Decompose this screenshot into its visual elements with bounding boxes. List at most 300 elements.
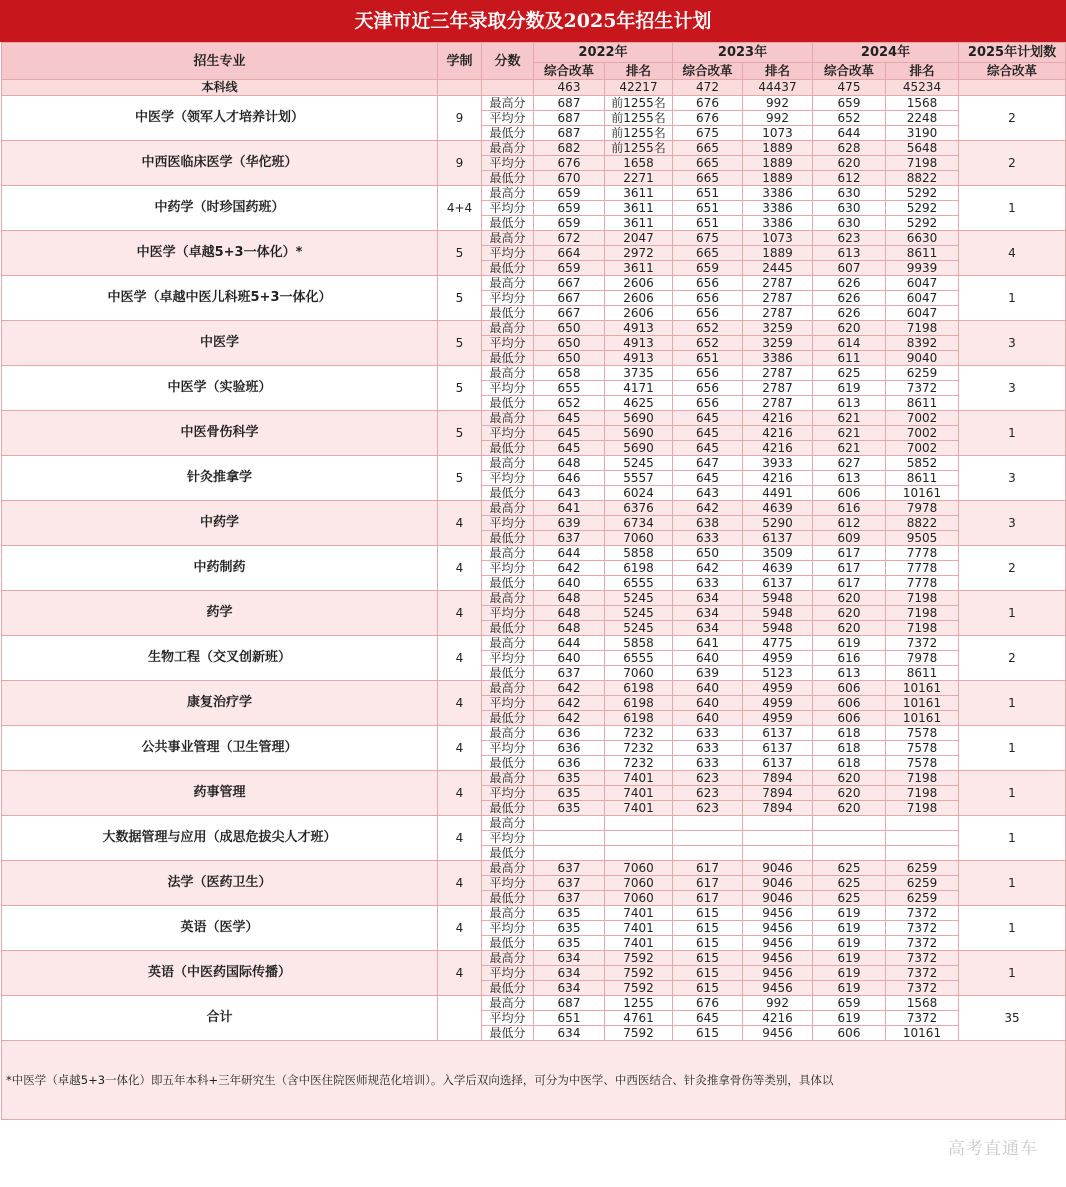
header-year-2023: 2023年 bbox=[673, 43, 813, 63]
cell-r2023: 4959 bbox=[743, 681, 813, 696]
cell-r2024: 6259 bbox=[886, 366, 959, 381]
cell-r2022: 6555 bbox=[605, 576, 673, 591]
major-name: 中医学（领军人才培养计划） bbox=[2, 96, 438, 141]
cell-r2022: 2606 bbox=[605, 276, 673, 291]
cell-s2023: 623 bbox=[673, 786, 743, 801]
table-row bbox=[2, 96, 1066, 111]
cell-s2024: 630 bbox=[813, 201, 886, 216]
cell-r2023: 4639 bbox=[743, 561, 813, 576]
cell-r2023: 4959 bbox=[743, 651, 813, 666]
cell-r2024: 8611 bbox=[886, 246, 959, 261]
cell-s2024: 620 bbox=[813, 621, 886, 636]
score-type-label: 最低分 bbox=[482, 261, 534, 276]
cell-s2024: 617 bbox=[813, 561, 886, 576]
plan-2025: 1 bbox=[959, 861, 1066, 906]
cell-s2023: 645 bbox=[673, 471, 743, 486]
cell-s2024: 619 bbox=[813, 951, 886, 966]
plan-2025: 1 bbox=[959, 816, 1066, 861]
cell-r2024 bbox=[886, 831, 959, 846]
baseline-empty bbox=[959, 80, 1066, 96]
score-type-label: 平均分 bbox=[482, 336, 534, 351]
cell-r2022: 7060 bbox=[605, 666, 673, 681]
cell-s2024: 659 bbox=[813, 96, 886, 111]
major-name: 大数据管理与应用（成思危拔尖人才班） bbox=[2, 816, 438, 861]
cell-s2023: 640 bbox=[673, 711, 743, 726]
score-type-label: 平均分 bbox=[482, 741, 534, 756]
header-plan-2025: 2025年计划数 bbox=[959, 43, 1066, 63]
score-type-label: 最低分 bbox=[482, 216, 534, 231]
cell-r2022: 5557 bbox=[605, 471, 673, 486]
cell-s2022: 659 bbox=[534, 216, 605, 231]
score-type-label: 最低分 bbox=[482, 801, 534, 816]
cell-r2022: 4913 bbox=[605, 351, 673, 366]
cell-r2023: 5123 bbox=[743, 666, 813, 681]
cell-r2022: 7060 bbox=[605, 891, 673, 906]
score-type-label: 最低分 bbox=[482, 621, 534, 636]
cell-s2022: 644 bbox=[534, 546, 605, 561]
score-type-label: 最低分 bbox=[482, 396, 534, 411]
header-rank-2022: 排名 bbox=[605, 63, 673, 80]
cell-s2023: 615 bbox=[673, 1026, 743, 1041]
cell-s2023: 623 bbox=[673, 801, 743, 816]
cell-r2022: 5858 bbox=[605, 546, 673, 561]
cell-s2023: 676 bbox=[673, 96, 743, 111]
page-title: 天津市近三年录取分数及2025年招生计划 bbox=[0, 0, 1066, 42]
cell-s2022: 667 bbox=[534, 306, 605, 321]
major-duration: 5 bbox=[438, 231, 482, 276]
cell-s2023: 640 bbox=[673, 681, 743, 696]
score-type-label: 平均分 bbox=[482, 111, 534, 126]
cell-r2023: 3386 bbox=[743, 351, 813, 366]
cell-s2024: 607 bbox=[813, 261, 886, 276]
plan-2025: 1 bbox=[959, 591, 1066, 636]
baseline-rank-2024: 45234 bbox=[886, 80, 959, 96]
cell-s2024: 659 bbox=[813, 996, 886, 1011]
cell-s2023: 633 bbox=[673, 576, 743, 591]
cell-s2022: 645 bbox=[534, 441, 605, 456]
cell-s2022 bbox=[534, 816, 605, 831]
cell-r2022: 5245 bbox=[605, 606, 673, 621]
cell-s2023 bbox=[673, 846, 743, 861]
cell-r2022: 3611 bbox=[605, 186, 673, 201]
cell-s2023: 645 bbox=[673, 426, 743, 441]
cell-s2022: 664 bbox=[534, 246, 605, 261]
score-type-label: 最高分 bbox=[482, 276, 534, 291]
cell-s2022: 635 bbox=[534, 906, 605, 921]
cell-s2022: 634 bbox=[534, 966, 605, 981]
cell-r2023: 4216 bbox=[743, 471, 813, 486]
cell-r2022: 3611 bbox=[605, 261, 673, 276]
cell-r2024: 1568 bbox=[886, 996, 959, 1011]
cell-s2024: 618 bbox=[813, 726, 886, 741]
score-type-label: 平均分 bbox=[482, 606, 534, 621]
score-type-label: 最高分 bbox=[482, 591, 534, 606]
score-type-label: 最低分 bbox=[482, 846, 534, 861]
cell-s2024: 606 bbox=[813, 681, 886, 696]
cell-s2023: 651 bbox=[673, 216, 743, 231]
cell-s2023: 638 bbox=[673, 516, 743, 531]
major-name: 药学 bbox=[2, 591, 438, 636]
table-row bbox=[2, 276, 1066, 291]
cell-s2023: 623 bbox=[673, 771, 743, 786]
cell-r2022: 7592 bbox=[605, 1026, 673, 1041]
cell-s2023: 665 bbox=[673, 156, 743, 171]
cell-s2023: 665 bbox=[673, 246, 743, 261]
cell-r2023: 9046 bbox=[743, 861, 813, 876]
cell-s2022: 659 bbox=[534, 261, 605, 276]
score-type-label: 最低分 bbox=[482, 936, 534, 951]
cell-s2023: 633 bbox=[673, 756, 743, 771]
cell-r2024: 6630 bbox=[886, 231, 959, 246]
cell-s2024: 614 bbox=[813, 336, 886, 351]
major-name: 中医学 bbox=[2, 321, 438, 366]
cell-s2022: 687 bbox=[534, 111, 605, 126]
score-type-label: 平均分 bbox=[482, 471, 534, 486]
cell-r2023: 5948 bbox=[743, 591, 813, 606]
score-type-label: 最高分 bbox=[482, 366, 534, 381]
cell-s2024: 609 bbox=[813, 531, 886, 546]
cell-r2024: 10161 bbox=[886, 711, 959, 726]
cell-r2024: 7198 bbox=[886, 771, 959, 786]
major-name: 针灸推拿学 bbox=[2, 456, 438, 501]
baseline-rank-2022: 42217 bbox=[605, 80, 673, 96]
cell-r2024: 7198 bbox=[886, 606, 959, 621]
major-duration: 9 bbox=[438, 96, 482, 141]
score-type-label: 平均分 bbox=[482, 921, 534, 936]
cell-s2022: 639 bbox=[534, 516, 605, 531]
cell-r2022: 6024 bbox=[605, 486, 673, 501]
score-type-label: 平均分 bbox=[482, 786, 534, 801]
cell-r2023: 1073 bbox=[743, 126, 813, 141]
cell-s2023: 633 bbox=[673, 531, 743, 546]
cell-s2023: 641 bbox=[673, 636, 743, 651]
cell-r2023: 4216 bbox=[743, 1011, 813, 1026]
cell-r2023: 3386 bbox=[743, 201, 813, 216]
cell-s2023: 656 bbox=[673, 381, 743, 396]
cell-s2022: 648 bbox=[534, 591, 605, 606]
cell-s2024 bbox=[813, 831, 886, 846]
score-type-label: 最低分 bbox=[482, 126, 534, 141]
cell-r2023: 3259 bbox=[743, 321, 813, 336]
footnote-row bbox=[2, 1041, 1066, 1120]
baseline-empty bbox=[438, 80, 482, 96]
cell-s2024: 630 bbox=[813, 216, 886, 231]
major-duration bbox=[438, 996, 482, 1041]
cell-s2024: 618 bbox=[813, 756, 886, 771]
cell-r2024: 9040 bbox=[886, 351, 959, 366]
cell-s2022: 642 bbox=[534, 561, 605, 576]
score-type-label: 最高分 bbox=[482, 141, 534, 156]
cell-r2023: 6137 bbox=[743, 741, 813, 756]
score-type-label: 最高分 bbox=[482, 861, 534, 876]
header-year-2022: 2022年 bbox=[534, 43, 673, 63]
cell-r2022: 7401 bbox=[605, 786, 673, 801]
plan-2025: 1 bbox=[959, 186, 1066, 231]
cell-s2022: 637 bbox=[534, 861, 605, 876]
score-type-label: 平均分 bbox=[482, 876, 534, 891]
cell-s2024: 644 bbox=[813, 126, 886, 141]
cell-r2022: 4625 bbox=[605, 396, 673, 411]
cell-r2022: 2606 bbox=[605, 306, 673, 321]
cell-s2024: 620 bbox=[813, 801, 886, 816]
cell-s2022: 645 bbox=[534, 426, 605, 441]
cell-r2024: 7198 bbox=[886, 156, 959, 171]
major-name: 康复治疗学 bbox=[2, 681, 438, 726]
cell-r2024: 1568 bbox=[886, 96, 959, 111]
score-type-label: 最高分 bbox=[482, 321, 534, 336]
major-duration: 4 bbox=[438, 861, 482, 906]
plan-2025: 3 bbox=[959, 366, 1066, 411]
cell-s2024: 620 bbox=[813, 786, 886, 801]
cell-r2022: 前1255名 bbox=[605, 111, 673, 126]
cell-r2023: 9046 bbox=[743, 891, 813, 906]
cell-s2023: 665 bbox=[673, 171, 743, 186]
cell-r2024: 3190 bbox=[886, 126, 959, 141]
cell-r2024: 2248 bbox=[886, 111, 959, 126]
cell-r2022: 7592 bbox=[605, 981, 673, 996]
cell-r2023: 4959 bbox=[743, 696, 813, 711]
cell-s2024: 621 bbox=[813, 411, 886, 426]
cell-s2022: 648 bbox=[534, 456, 605, 471]
cell-r2023: 6137 bbox=[743, 576, 813, 591]
cell-r2024: 5292 bbox=[886, 186, 959, 201]
baseline-row bbox=[2, 80, 1066, 96]
cell-s2023 bbox=[673, 831, 743, 846]
cell-r2024: 7778 bbox=[886, 561, 959, 576]
cell-r2024: 10161 bbox=[886, 1026, 959, 1041]
cell-s2024: 606 bbox=[813, 1026, 886, 1041]
score-type-label: 平均分 bbox=[482, 696, 534, 711]
table-row bbox=[2, 906, 1066, 921]
table-row bbox=[2, 546, 1066, 561]
score-type-label: 最高分 bbox=[482, 951, 534, 966]
plan-2025: 35 bbox=[959, 996, 1066, 1041]
cell-s2022: 687 bbox=[534, 126, 605, 141]
cell-s2023: 656 bbox=[673, 291, 743, 306]
cell-r2024: 6047 bbox=[886, 306, 959, 321]
cell-s2023: 645 bbox=[673, 1011, 743, 1026]
cell-s2023: 656 bbox=[673, 276, 743, 291]
cell-r2022: 前1255名 bbox=[605, 141, 673, 156]
cell-s2022: 642 bbox=[534, 681, 605, 696]
table-row bbox=[2, 141, 1066, 156]
score-type-label: 平均分 bbox=[482, 426, 534, 441]
cell-r2024: 7578 bbox=[886, 726, 959, 741]
cell-s2022: 637 bbox=[534, 891, 605, 906]
header-year-2024: 2024年 bbox=[813, 43, 959, 63]
cell-s2023: 639 bbox=[673, 666, 743, 681]
score-type-label: 最高分 bbox=[482, 96, 534, 111]
cell-s2023: 633 bbox=[673, 741, 743, 756]
cell-s2022: 641 bbox=[534, 501, 605, 516]
score-type-label: 最低分 bbox=[482, 486, 534, 501]
cell-s2023: 615 bbox=[673, 936, 743, 951]
cell-r2024: 7372 bbox=[886, 921, 959, 936]
baseline-empty bbox=[482, 80, 534, 96]
cell-r2023: 6137 bbox=[743, 756, 813, 771]
header-major: 招生专业 bbox=[2, 43, 438, 80]
score-type-label: 最低分 bbox=[482, 351, 534, 366]
cell-s2023 bbox=[673, 816, 743, 831]
cell-r2023: 2445 bbox=[743, 261, 813, 276]
cell-r2024: 7198 bbox=[886, 621, 959, 636]
cell-r2024: 5648 bbox=[886, 141, 959, 156]
cell-s2024: 619 bbox=[813, 981, 886, 996]
cell-r2024: 7002 bbox=[886, 426, 959, 441]
major-name: 中医学（卓越中医儿科班5+3一体化） bbox=[2, 276, 438, 321]
cell-s2022: 634 bbox=[534, 981, 605, 996]
cell-s2022: 659 bbox=[534, 186, 605, 201]
header-comp-2024: 综合改革 bbox=[813, 63, 886, 80]
score-type-label: 最高分 bbox=[482, 186, 534, 201]
cell-s2023: 651 bbox=[673, 201, 743, 216]
cell-s2023: 615 bbox=[673, 921, 743, 936]
cell-s2022: 636 bbox=[534, 756, 605, 771]
cell-s2024: 619 bbox=[813, 936, 886, 951]
cell-r2023: 2787 bbox=[743, 366, 813, 381]
cell-s2022: 655 bbox=[534, 381, 605, 396]
cell-r2024: 5852 bbox=[886, 456, 959, 471]
plan-2025: 3 bbox=[959, 321, 1066, 366]
header-comp-2022: 综合改革 bbox=[534, 63, 605, 80]
cell-r2023: 7894 bbox=[743, 771, 813, 786]
cell-r2022: 4761 bbox=[605, 1011, 673, 1026]
major-name: 中医学（卓越5+3一体化）* bbox=[2, 231, 438, 276]
cell-r2022: 前1255名 bbox=[605, 126, 673, 141]
baseline-score-2024: 475 bbox=[813, 80, 886, 96]
cell-s2023: 647 bbox=[673, 456, 743, 471]
cell-r2024: 8611 bbox=[886, 471, 959, 486]
table-row bbox=[2, 681, 1066, 696]
baseline-score-2023: 472 bbox=[673, 80, 743, 96]
cell-r2024: 8611 bbox=[886, 666, 959, 681]
cell-r2022: 4913 bbox=[605, 321, 673, 336]
cell-s2023: 617 bbox=[673, 891, 743, 906]
cell-r2022: 7232 bbox=[605, 741, 673, 756]
cell-s2023: 651 bbox=[673, 186, 743, 201]
cell-r2023 bbox=[743, 846, 813, 861]
cell-s2022: 644 bbox=[534, 636, 605, 651]
cell-s2023: 652 bbox=[673, 336, 743, 351]
score-type-label: 平均分 bbox=[482, 201, 534, 216]
cell-r2023: 992 bbox=[743, 96, 813, 111]
plan-2025: 1 bbox=[959, 951, 1066, 996]
cell-s2024: 623 bbox=[813, 231, 886, 246]
cell-s2023: 640 bbox=[673, 696, 743, 711]
table-row bbox=[2, 816, 1066, 831]
cell-s2024: 619 bbox=[813, 381, 886, 396]
cell-s2024: 652 bbox=[813, 111, 886, 126]
score-type-label: 最低分 bbox=[482, 576, 534, 591]
plan-2025: 1 bbox=[959, 726, 1066, 771]
cell-s2022: 634 bbox=[534, 951, 605, 966]
major-name: 中药学 bbox=[2, 501, 438, 546]
table-row bbox=[2, 501, 1066, 516]
cell-r2023: 6137 bbox=[743, 726, 813, 741]
cell-r2024: 7778 bbox=[886, 576, 959, 591]
cell-r2023 bbox=[743, 816, 813, 831]
cell-s2024: 612 bbox=[813, 516, 886, 531]
cell-s2022: 640 bbox=[534, 576, 605, 591]
cell-s2024 bbox=[813, 816, 886, 831]
cell-s2023: 615 bbox=[673, 966, 743, 981]
cell-r2022 bbox=[605, 846, 673, 861]
cell-r2024: 7198 bbox=[886, 801, 959, 816]
cell-r2023: 9456 bbox=[743, 951, 813, 966]
cell-s2022: 651 bbox=[534, 1011, 605, 1026]
score-type-label: 最低分 bbox=[482, 981, 534, 996]
table-row bbox=[2, 186, 1066, 201]
score-type-label: 最高分 bbox=[482, 681, 534, 696]
score-type-label: 平均分 bbox=[482, 291, 534, 306]
cell-r2022: 5245 bbox=[605, 621, 673, 636]
cell-s2023: 634 bbox=[673, 621, 743, 636]
score-type-label: 平均分 bbox=[482, 651, 534, 666]
major-name: 药事管理 bbox=[2, 771, 438, 816]
cell-s2023: 652 bbox=[673, 321, 743, 336]
cell-s2024: 627 bbox=[813, 456, 886, 471]
cell-s2022: 648 bbox=[534, 606, 605, 621]
cell-s2022: 670 bbox=[534, 171, 605, 186]
cell-r2023: 2787 bbox=[743, 291, 813, 306]
cell-r2022: 7060 bbox=[605, 876, 673, 891]
table-row bbox=[2, 861, 1066, 876]
cell-s2023: 656 bbox=[673, 396, 743, 411]
cell-r2022: 5690 bbox=[605, 411, 673, 426]
cell-r2023: 4639 bbox=[743, 501, 813, 516]
cell-r2022: 6198 bbox=[605, 711, 673, 726]
table-row bbox=[2, 411, 1066, 426]
cell-s2024: 619 bbox=[813, 906, 886, 921]
cell-r2023: 9456 bbox=[743, 1026, 813, 1041]
cell-r2023: 4491 bbox=[743, 486, 813, 501]
cell-s2022: 637 bbox=[534, 876, 605, 891]
cell-s2022: 635 bbox=[534, 786, 605, 801]
cell-s2024: 620 bbox=[813, 321, 886, 336]
major-name: 合计 bbox=[2, 996, 438, 1041]
cell-r2022: 2606 bbox=[605, 291, 673, 306]
cell-r2022: 4913 bbox=[605, 336, 673, 351]
cell-s2022: 635 bbox=[534, 801, 605, 816]
cell-s2023: 656 bbox=[673, 306, 743, 321]
score-type-label: 平均分 bbox=[482, 381, 534, 396]
header-rank-2024: 排名 bbox=[886, 63, 959, 80]
header-rank-2023: 排名 bbox=[743, 63, 813, 80]
cell-r2022: 7232 bbox=[605, 756, 673, 771]
cell-s2023: 645 bbox=[673, 411, 743, 426]
cell-r2024: 7372 bbox=[886, 906, 959, 921]
cell-r2022: 7401 bbox=[605, 771, 673, 786]
cell-r2023: 3386 bbox=[743, 186, 813, 201]
cell-r2023: 3509 bbox=[743, 546, 813, 561]
cell-s2024: 625 bbox=[813, 876, 886, 891]
cell-s2022: 650 bbox=[534, 351, 605, 366]
cell-s2024: 612 bbox=[813, 171, 886, 186]
cell-r2022: 5245 bbox=[605, 456, 673, 471]
cell-s2022: 636 bbox=[534, 726, 605, 741]
cell-s2023: 676 bbox=[673, 996, 743, 1011]
cell-r2024: 10161 bbox=[886, 696, 959, 711]
header-row-years bbox=[2, 43, 1066, 63]
table-row bbox=[2, 591, 1066, 606]
cell-s2022: 636 bbox=[534, 741, 605, 756]
cell-r2022: 3735 bbox=[605, 366, 673, 381]
cell-r2022: 6198 bbox=[605, 561, 673, 576]
cell-s2022: 676 bbox=[534, 156, 605, 171]
cell-s2022: 646 bbox=[534, 471, 605, 486]
watermark-text: 高考直通车 bbox=[948, 1139, 1038, 1159]
cell-s2024: 619 bbox=[813, 966, 886, 981]
